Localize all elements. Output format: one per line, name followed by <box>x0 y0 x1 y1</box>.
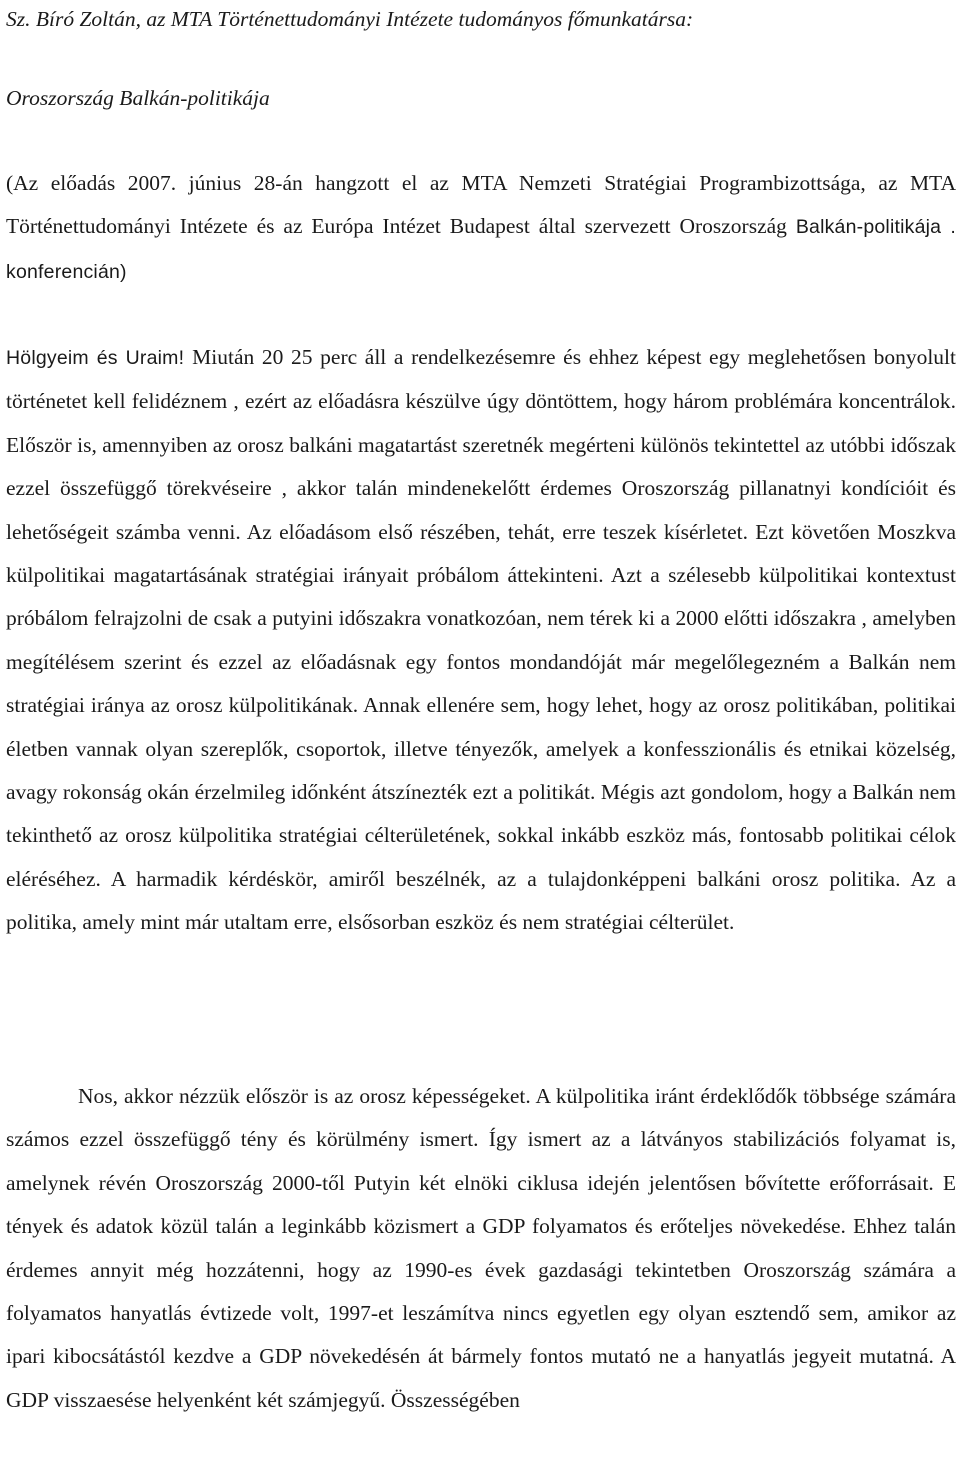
paragraph-1 <box>6 336 956 945</box>
greeting-text: Hölgyeim és Uraim! <box>6 347 193 369</box>
intro-serif-text: (Az előadás 2007. június 28-án hangzott el az MTA Nemzeti Stratégiai Programbizottsága, az MTA Történettudományi Intézete és az Európa Intézet Budapest által szervezett Oroszország <box>6 171 956 239</box>
intro-sans-text: Balkán-politikája . konferencián) <box>6 216 956 283</box>
document-title: Oroszország Balkán-politikája <box>6 86 270 110</box>
intro-paragraph <box>6 162 956 294</box>
paragraph-2: Nos, akkor nézzük először is az orosz képességeket. A külpolitika iránt érdeklődők többsége számára számos ezzel összefüggő tény és körülmény ismert. Így ismert az a látványos stabilizációs folyamat is, amelynek révén Oroszország 2000-től Putyin két elnöki ciklusa idején jelentősen bővítette erőforrásait. E tények és adatok közül talán a leginkább közismert a GDP folyamatos és erőteljes növekedése. Ehhez talán érdemes annyit még hozzátenni, hogy az 1990-es évek gazdasági tekintetben Oroszország számára a folyamatos hanyatlás évtizede volt, 1997-et leszámítva nincs egyetlen egy olyan esztendő sem, amikor az ipari kibocsátástól kezdve a GDP növekedésén át bármely fontos mutató ne a hanyatlás jegyeit mutatná. A GDP visszaesése helyenként két számjegyű. Összességében <box>6 1084 956 1412</box>
paragraph-1-text-b: Először is, amennyiben az orosz balkáni magatartást szeretnék megérteni különös tekintettel az utóbbi időszak ezzel összefüggő törekvéseire , akkor talán mindenekelőtt érdemes Oroszország pillanatnyi kondícióit és lehetőségeit számba venni. Az előadásom első részében, tehát, erre teszek kísérletet. Ezt követően Moszkva külpolitikai magatartásának stratégiai irányait próbálom áttekinteni. Azt a szélesebb külpolitikai kontextust próbálom felrajzolni de csak a putyini időszakra vonatkozóan, nem térek ki a 2000 előtti időszakra , amelyben megítélésem szerint és ezzel az előadásnak egy fontos mondandóját már megelőlegezném a Balkán nem stratégiai iránya az orosz külpolitikának. Annak ellenére sem, hogy lehet, hogy az orosz politikában, politikai életben vannak olyan szereplők, csoportok, illetve tényezők, amelyek a konfesszionális és etnikai közelség, avagy rokonság okán érzelmileg időnként átszínezték ezt a politikát. Mégis azt gondolom, hogy a Balkán nem tekinthető az orosz külpolitika stratégiai célterületének, sokkal inkább eszköz más, fontosabb politikai célok eléréséhez. A harmadik kérdéskör, amiről beszélnék, az a tulajdonképpeni balkáni orosz politika. Az a politika, amely mint már utaltam erre, elsősorban eszköz és nem stratégiai célterület. <box>6 432 956 935</box>
paragraph-1-text-a: Miután 20 25 perc áll a rendelkezésemre és ehhez képest egy meglehetősen bonyolult történetet kell felidéznem , ezért az előadásra készülve úgy döntöttem, hogy három problémára koncentrálok. <box>6 345 957 414</box>
author-line: Sz. Bíró Zoltán, az MTA Történettudományi Intézete tudományos főmunkatársa: <box>6 7 694 31</box>
